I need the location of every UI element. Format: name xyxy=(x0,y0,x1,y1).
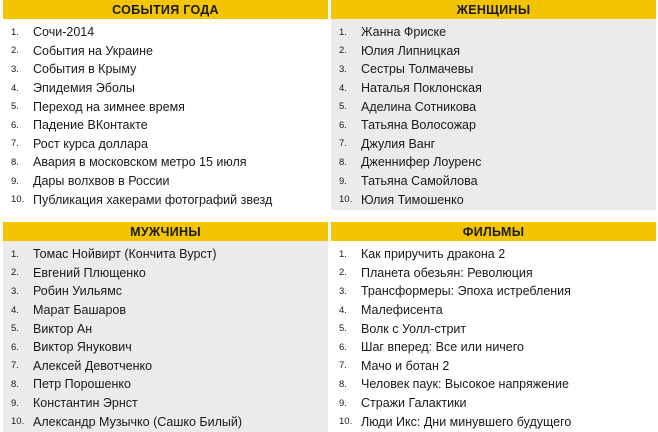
item-text: Томас Нойвирт (Кончита Вурст) xyxy=(33,247,217,262)
panel-women-title: ЖЕНЩИНЫ xyxy=(331,0,656,19)
list-item xyxy=(3,190,328,209)
item-number: 1. xyxy=(11,248,19,260)
item-number: 10. xyxy=(339,194,353,206)
panel-films-title: ФИЛЬМЫ xyxy=(331,222,656,241)
item-text: Шаг вперед: Все или ничего xyxy=(361,340,525,355)
list-item xyxy=(331,264,656,283)
panel-men xyxy=(3,222,328,432)
list-item xyxy=(331,42,656,61)
list-item xyxy=(331,60,656,79)
item-number: 1. xyxy=(339,26,347,38)
women-list xyxy=(331,23,656,209)
item-number: 3. xyxy=(339,285,347,297)
list-item xyxy=(331,135,656,154)
item-text: Публикация хакерами фотографий звезд xyxy=(33,192,273,207)
item-text: Джулия Ванг xyxy=(361,136,436,151)
item-text: Алексей Девотченко xyxy=(33,358,153,373)
men-list xyxy=(3,245,328,431)
item-number: 4. xyxy=(339,304,347,316)
list-item xyxy=(3,42,328,61)
list-item xyxy=(3,282,328,301)
item-number: 5. xyxy=(339,323,347,335)
list-item xyxy=(3,319,328,338)
item-number: 2. xyxy=(11,267,19,279)
list-item xyxy=(331,245,656,264)
item-text: Мачо и ботан 2 xyxy=(361,358,450,373)
list-item xyxy=(3,172,328,191)
item-number: 2. xyxy=(339,45,347,57)
list-item xyxy=(3,375,328,394)
item-number: 6. xyxy=(11,341,19,353)
item-text: Аделина Сотникова xyxy=(361,99,477,114)
item-text: Сочи-2014 xyxy=(33,25,95,40)
item-number: 5. xyxy=(11,101,19,113)
item-number: 7. xyxy=(11,360,19,372)
list-item xyxy=(3,338,328,357)
item-text: Юлия Липницкая xyxy=(361,43,461,58)
item-text: Петр Порошенко xyxy=(33,377,131,392)
item-text: Сестры Толмачевы xyxy=(361,62,474,77)
list-item xyxy=(331,282,656,301)
list-item xyxy=(3,412,328,431)
item-number: 7. xyxy=(339,138,347,150)
item-number: 1. xyxy=(339,248,347,260)
item-number: 8. xyxy=(339,378,347,390)
item-text: Александр Музычко (Сашко Билый) xyxy=(33,414,243,429)
item-text: Марат Башаров xyxy=(33,303,127,318)
panel-men-title: МУЖЧИНЫ xyxy=(3,222,328,241)
list-item xyxy=(331,375,656,394)
item-number: 4. xyxy=(11,82,19,94)
item-number: 6. xyxy=(11,119,19,131)
panel-events-body xyxy=(3,19,328,210)
item-text: Стражи Галактики xyxy=(361,396,467,411)
list-item xyxy=(331,79,656,98)
item-text: Планета обезьян: Революция xyxy=(361,265,533,280)
item-number: 7. xyxy=(11,138,19,150)
item-number: 5. xyxy=(11,323,19,335)
item-text: Наталья Поклонская xyxy=(361,81,482,96)
list-item xyxy=(3,116,328,135)
item-text: Авария в московском метро 15 июля xyxy=(33,155,247,170)
item-number: 9. xyxy=(11,175,19,187)
item-text: Малефисента xyxy=(361,303,443,318)
item-text: Жанна Фриске xyxy=(361,25,447,40)
item-text: Виктор Янукович xyxy=(33,340,132,355)
list-item xyxy=(331,97,656,116)
list-item xyxy=(3,135,328,154)
item-number: 2. xyxy=(11,45,19,57)
item-number: 6. xyxy=(339,119,347,131)
list-item xyxy=(3,245,328,264)
item-number: 8. xyxy=(11,156,19,168)
item-number: 10. xyxy=(11,194,25,206)
item-text: События на Украине xyxy=(33,43,153,58)
panel-men-body xyxy=(3,241,328,432)
list-item xyxy=(331,338,656,357)
item-number: 9. xyxy=(339,397,347,409)
list-item xyxy=(331,153,656,172)
item-text: Как приручить дракона 2 xyxy=(361,247,506,262)
item-number: 8. xyxy=(11,378,19,390)
list-item xyxy=(3,264,328,283)
item-text: Татьяна Самойлова xyxy=(361,174,478,189)
item-number: 10. xyxy=(11,416,25,428)
item-number: 4. xyxy=(339,82,347,94)
list-item xyxy=(331,412,656,431)
item-number: 3. xyxy=(11,63,19,75)
list-item xyxy=(3,60,328,79)
list-item xyxy=(3,394,328,413)
item-text: События в Крыму xyxy=(33,62,137,77)
item-text: Рост курса доллара xyxy=(33,136,148,151)
panel-women xyxy=(331,0,656,210)
list-item xyxy=(3,79,328,98)
list-item xyxy=(3,301,328,320)
list-item xyxy=(331,172,656,191)
item-text: Переход на зимнее время xyxy=(33,99,185,114)
item-text: Человек паук: Высокое напряжение xyxy=(361,377,569,392)
item-number: 7. xyxy=(339,360,347,372)
list-item xyxy=(331,116,656,135)
item-number: 3. xyxy=(11,285,19,297)
list-item xyxy=(331,23,656,42)
item-number: 5. xyxy=(339,101,347,113)
item-text: Юлия Тимошенко xyxy=(361,192,464,207)
item-number: 3. xyxy=(339,63,347,75)
item-text: Эпидемия Эболы xyxy=(33,81,135,96)
list-item xyxy=(3,153,328,172)
item-text: Виктор Ан xyxy=(33,321,93,336)
item-number: 2. xyxy=(339,267,347,279)
item-text: Трансформеры: Эпоха истребления xyxy=(361,284,571,299)
list-item xyxy=(331,319,656,338)
item-number: 4. xyxy=(11,304,19,316)
events-list xyxy=(3,23,328,209)
panel-events xyxy=(3,0,328,210)
item-number: 9. xyxy=(339,175,347,187)
item-text: Волк с Уолл-стрит xyxy=(361,321,467,336)
list-item xyxy=(331,357,656,376)
item-text: Татьяна Волосожар xyxy=(361,118,476,133)
panel-events-title: СОБЫТИЯ ГОДА xyxy=(3,0,328,19)
item-text: Падение ВКонтакте xyxy=(33,118,148,133)
item-text: Дары волхвов в России xyxy=(33,174,170,189)
item-number: 10. xyxy=(339,416,353,428)
item-number: 9. xyxy=(11,397,19,409)
films-list xyxy=(331,245,656,431)
panel-women-body xyxy=(331,19,656,210)
item-number: 1. xyxy=(11,26,19,38)
item-text: Люди Икс: Дни минувшего будущего xyxy=(361,414,572,429)
list-item xyxy=(3,357,328,376)
panel-films xyxy=(331,222,656,432)
item-number: 6. xyxy=(339,341,347,353)
item-text: Робин Уильямс xyxy=(33,284,123,299)
panel-films-body xyxy=(331,241,656,432)
list-item xyxy=(331,190,656,209)
item-text: Евгений Плющенко xyxy=(33,265,146,280)
list-item xyxy=(3,97,328,116)
item-text: Дженнифер Лоуренс xyxy=(361,155,482,170)
item-text: Константин Эрнст xyxy=(33,396,138,411)
list-item xyxy=(331,394,656,413)
list-item xyxy=(3,23,328,42)
item-number: 8. xyxy=(339,156,347,168)
list-item xyxy=(331,301,656,320)
